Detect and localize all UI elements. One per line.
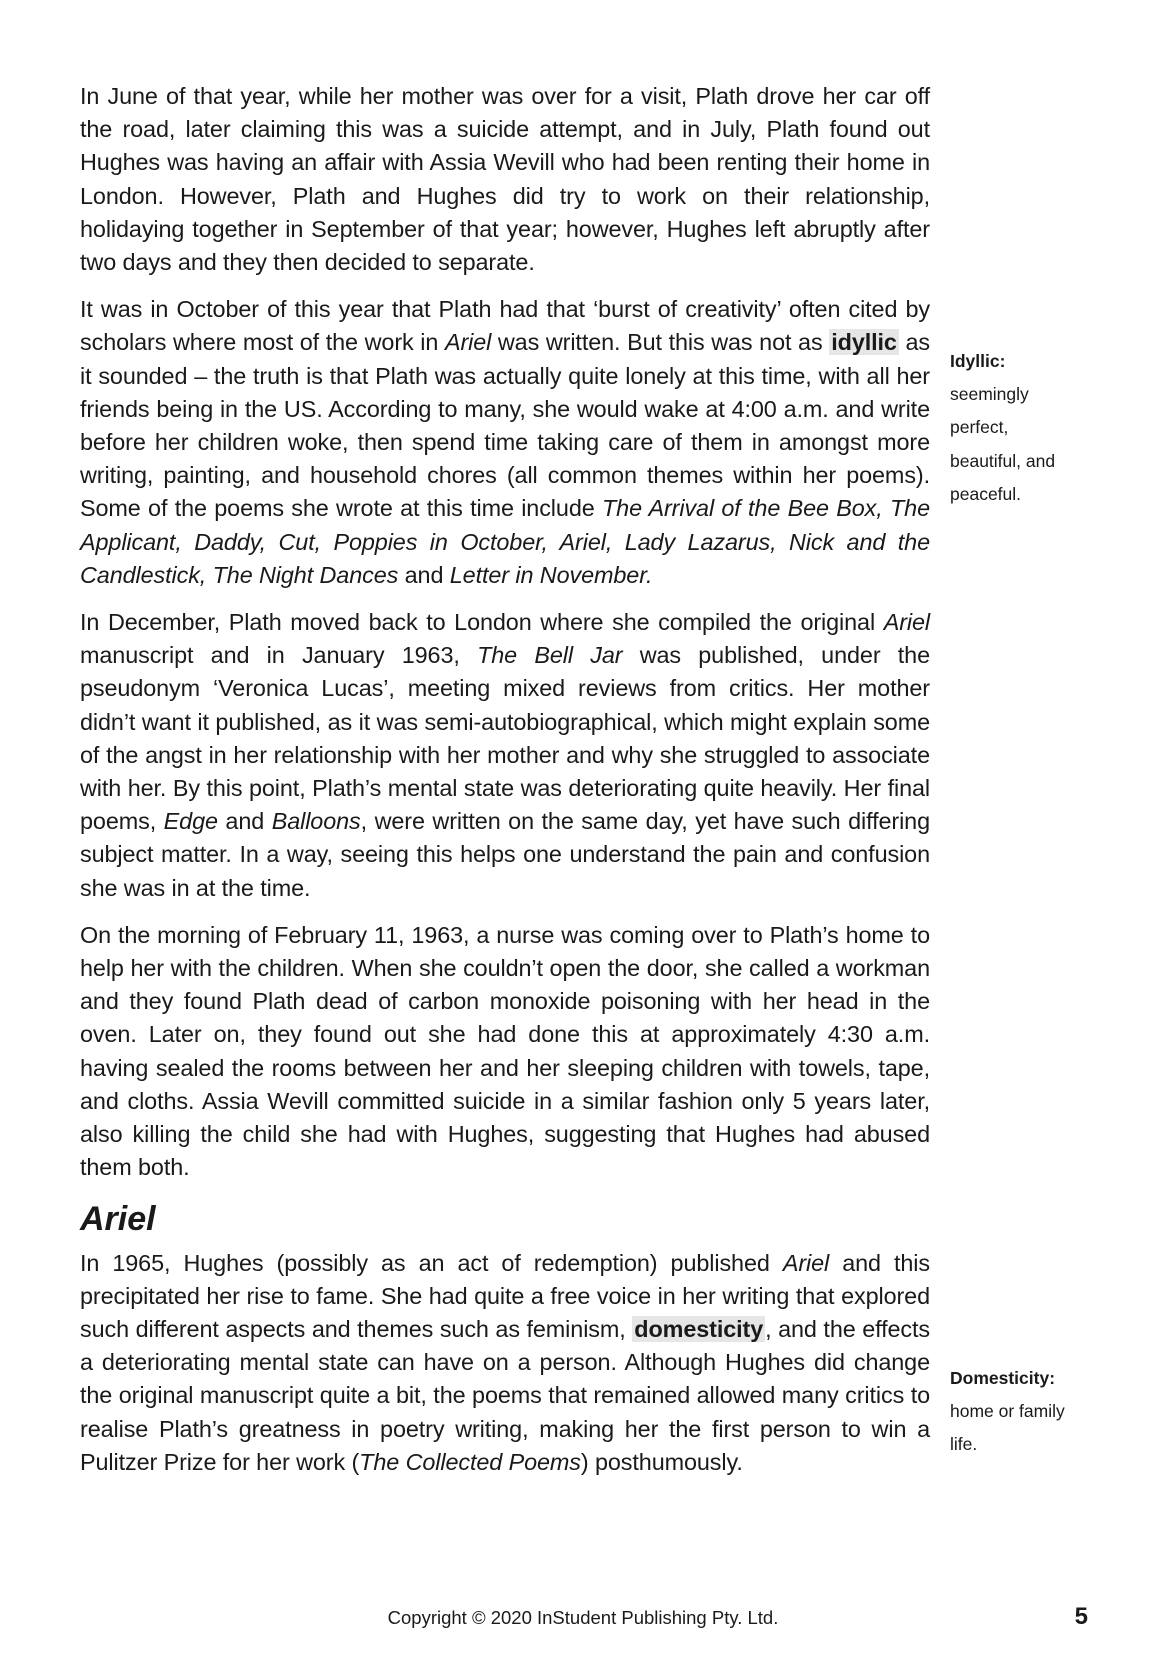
italic-title: Ariel (883, 609, 930, 636)
text-run: On the morning of February 11, 1963, a nurse was coming over to Plath’s home to help her with the children. When she couldn’t open the door, she called a workman and they found Plath dead of carbon monoxide poisoning with her head in the oven. Later on, they found out she had done this at approximately 4:30 a.m. having sealed the rooms between her and her sleeping children with towels, tape, and cloths. Assia Wevill committed suicide in a similar fashion only 5 years later, also killing the child she had with Hughes, suggesting that Hughes had abused them both. (80, 921, 930, 1181)
paragraph-4 (80, 919, 930, 1185)
glossary-highlight: idyllic (831, 329, 897, 356)
italic-title: Balloons (271, 808, 361, 835)
italic-title: Ariel (444, 329, 492, 356)
text-run: , and the effects a deteriorating mental state can have on a person. Although Hughes did change the original manuscript quite a bit, the poems that remained allowed many critics to realise Plath’s greatness in poetry writing, making her the first person to win a Pulitzer Prize for her work ( (80, 1315, 930, 1475)
text-run: ) posthumously. (580, 1448, 743, 1475)
text-run: In June of that year, while her mother was over for a visit, Plath drove her car off the road, later claiming this was a suicide attempt, and in July, Plath found out Hughes was having an affair with Assia Wevill who had been renting their home in London. However, Plath and Hughes did try to work on their relationship, holidaying together in September of that year; however, Hughes left abruptly after two days and they then decided to separate. (80, 83, 930, 276)
italic-title: The Collected Poems (359, 1448, 581, 1475)
glossary-definition-line: perfect, (950, 417, 1009, 438)
glossary-idyllic (950, 345, 1150, 511)
paragraph-1 (80, 80, 930, 279)
glossary-term: Idyllic: (950, 351, 1006, 371)
page-number: 5 (1074, 1603, 1088, 1630)
section-heading: Ariel (80, 1199, 156, 1238)
text-run: and (217, 808, 272, 835)
text-run: and this precipitated her rise to fame. She had quite a free voice in her writing that explored such different aspects and themes such as feminism, (80, 1249, 931, 1342)
glossary-term: Domesticity: (950, 1368, 1056, 1388)
text-run: was published, under the pseudonym ‘Veronica Lucas’, meeting mixed reviews from critics. Her mother didn’t want it published, as it was semi-autobiographical, which might explain some of the angst in her relationship with her mother and why she struggled to associate with her. By this point, Plath’s mental state was deteriorating quite heavily. Her final poems, (80, 642, 930, 835)
paragraph-3 (80, 606, 930, 905)
text-run: In December, Plath moved back to London where she compiled the original (80, 609, 884, 636)
copyright-notice: Copyright © 2020 InStudent Publishing Pty. Ltd. (387, 1607, 779, 1628)
text-run: was written. But this was not as (491, 329, 830, 356)
italic-title: The Bell Jar (477, 642, 623, 669)
main-text-column (80, 80, 930, 1493)
text-run: It was in October of this year that Plath had that ‘burst of creativity’ often cited by scholars where most of the work in (80, 296, 930, 356)
text-run: as it sounded – the truth is that Plath was actually quite lonely at this time, with all her friends being in the US. According to many, she would wake at 4:00 a.m. and write before her children woke, then spend time taking care of them in amongst more writing, painting, and household chores (all common themes within her poems). Some of the poems she wrote at this time include (80, 329, 931, 522)
italic-title: Letter in November. (449, 561, 653, 588)
glossary-definition-line: life. (950, 1434, 978, 1455)
glossary-definition-line: beautiful, and (950, 450, 1056, 471)
paragraph-2 (80, 293, 930, 592)
glossary-definition-line: peaceful. (950, 483, 1022, 504)
italic-title: Edge (163, 808, 218, 835)
text-run: and (398, 561, 450, 588)
text-run: , were written on the same day, yet have such differing subject matter. In a way, seeing this helps one understand the pain and confusion she was in at the time. (80, 808, 930, 901)
text-run: In 1965, Hughes (possibly as an act of redemption) published (80, 1249, 783, 1276)
glossary-definition-line: seemingly (950, 384, 1029, 405)
glossary-domesticity (950, 1362, 1150, 1462)
italic-title: Ariel (782, 1249, 830, 1276)
page-footer (0, 1605, 1166, 1635)
text-run: manuscript and in January 1963, (80, 642, 478, 669)
italic-title: The Arrival of the Bee Box, The Applicant, Daddy, Cut, Poppies in October, Ariel, Lady Lazarus, Nick and the Candlestick, The Night Dances (80, 495, 930, 588)
glossary-definition-line: home or family (950, 1401, 1065, 1422)
paragraph-5 (80, 1247, 930, 1479)
glossary-highlight: domesticity (634, 1315, 764, 1342)
